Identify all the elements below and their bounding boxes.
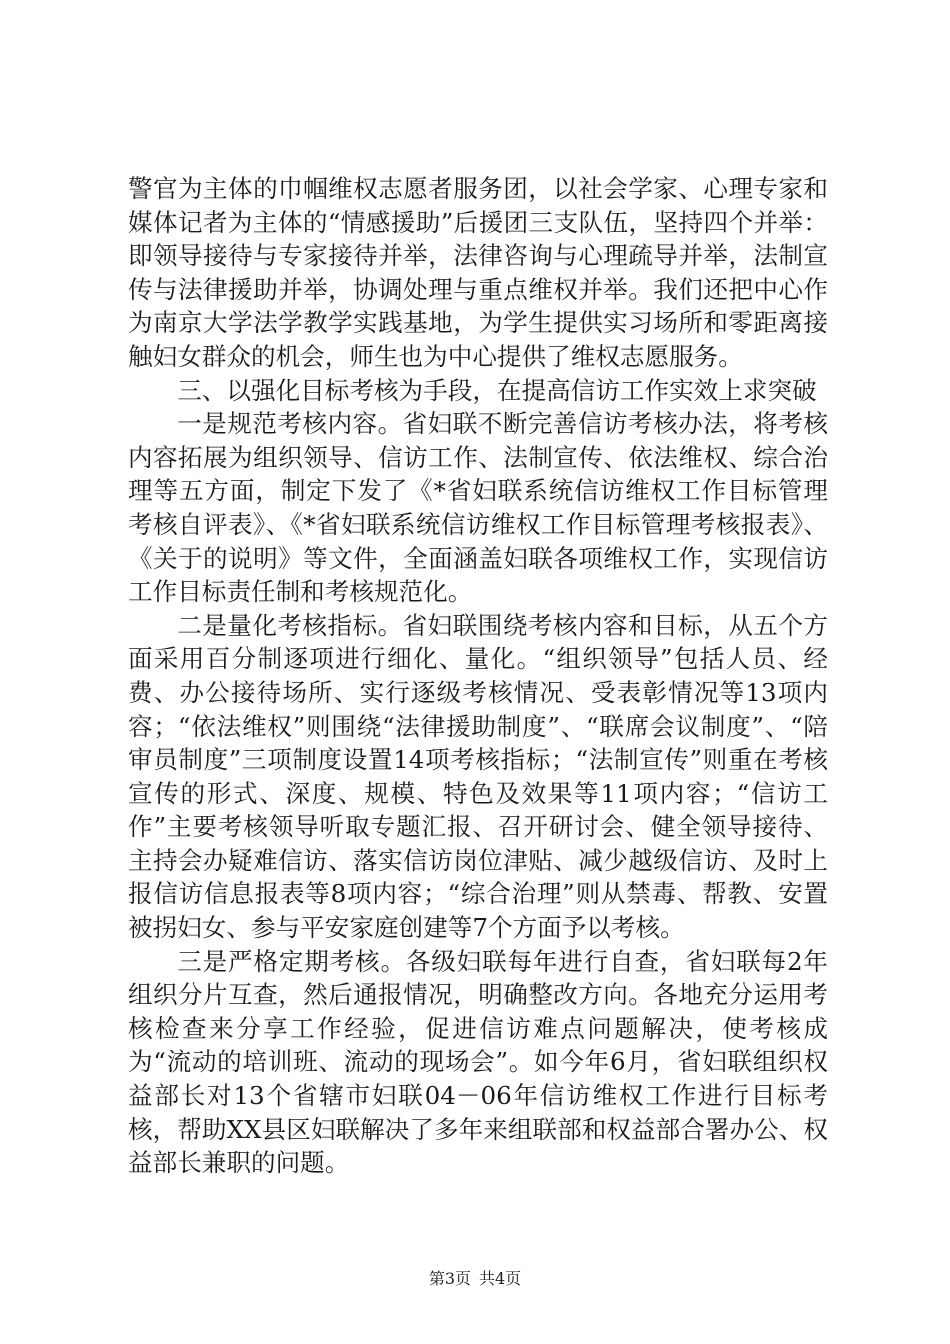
- paragraph-standardize-content: 一是规范考核内容。省妇联不断完善信访考核办法，将考核内容拓展为组织领导、信访工作、法制宣传、依法维权、综合治理等五方面，制定下发了《*省妇联系统信访维权工作目标管理考核自评表》、《*省妇联系统信访维权工作目标管理考核报表》、《关于的说明》等文件，全面涵盖妇联各项维权工作，实现信访工作目标责任制和考核规范化。: [128, 409, 828, 607]
- page-number: 第3页: [428, 1269, 471, 1288]
- page-footer: [0, 1268, 950, 1290]
- document-body: [128, 172, 828, 1180]
- section-heading-three: 三、以强化目标考核为手段，在提高信访工作实效上求突破: [177, 375, 817, 405]
- page-total: 共4页: [479, 1269, 522, 1288]
- paragraph-volunteer-teams: 警官为主体的巾帼维权志愿者服务团，以社会学家、心理专家和媒体记者为主体的“情感援助”后援团三支队伍，坚持四个并举：即领导接待与专家接待并举，法律咨询与心理疏导并举，法制宣传与法律援助并举，协调处理与重点维权并举。我们还把中心作为南京大学法学教学实践基地，为学生提供实习场所和零距离接触妇女群众的机会，师生也为中心提供了维权志愿服务。: [128, 174, 828, 371]
- paragraph-periodic-assessment: 三是严格定期考核。各级妇联每年进行自查，省妇联每2年组织分片互查，然后通报情况，明确整改方向。各地充分运用考核检查来分享工作经验，促进信访难点问题解决，使考核成为“流动的培训班、流动的现场会”。如今年6月，省妇联组织权益部长对13个省辖市妇联04－06年信访维权工作进行目标考核，帮助XX县区妇联解决了多年来组联部和权益部合署办公、权益部长兼职的问题。: [128, 946, 828, 1178]
- paragraph-quantify-indicators: 二是量化考核指标。省妇联围绕考核内容和目标，从五个方面采用百分制逐项进行细化、量化。“组织领导”包括人员、经费、办公接待场所、实行逐级考核情况、受表彰情况等13项内容；“依法维权”则围绕“法律援助制度”、“联席会议制度”、“陪审员制度”三项制度设置14项考核指标；“法制宣传”则重在考核宣传的形式、深度、规模、特色及效果等11项内容；“信访工作”主要考核领导听取专题汇报、召开研讨会、健全领导接待、主持会办疑难信访、落实信访岗位津贴、减少越级信访、及时上报信访信息报表等8项内容；“综合治理”则从禁毒、帮教、安置被拐妇女、参与平安家庭创建等7个方面予以考核。: [128, 610, 828, 943]
